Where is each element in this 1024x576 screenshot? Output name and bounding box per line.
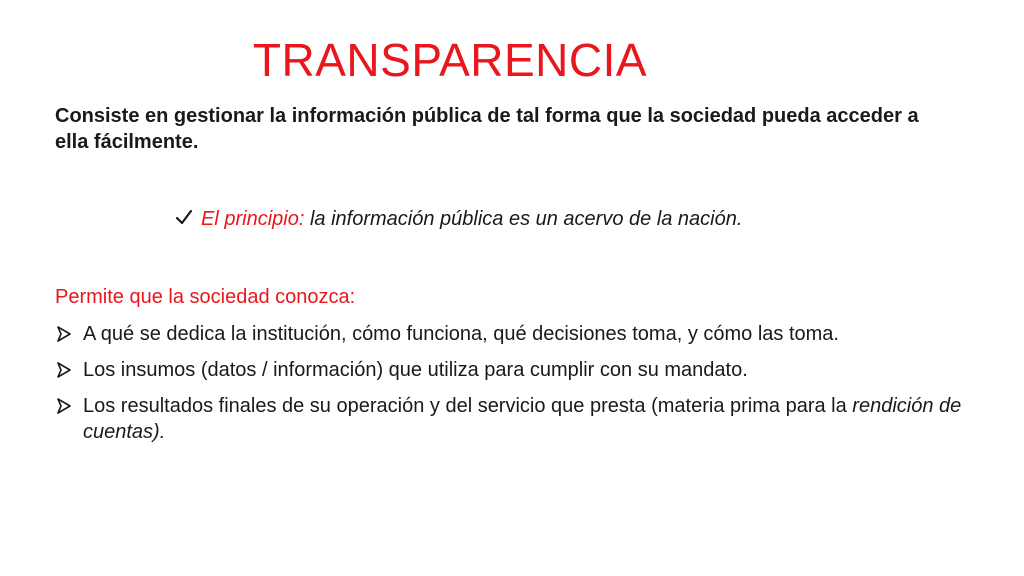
bullet-text-italic: rendición de cuentas). bbox=[83, 395, 962, 443]
principle-text: la información pública es un acervo de la nación. bbox=[304, 208, 743, 230]
bullet-text: Los insumos (datos / información) que utiliza para cumplir con su mandato. bbox=[83, 359, 748, 381]
principle-label: El principio: bbox=[201, 208, 305, 230]
bullet-text bbox=[83, 393, 965, 445]
slide-title: TRANSPARENCIA bbox=[252, 34, 648, 86]
list-item bbox=[55, 321, 965, 347]
bullet-list bbox=[55, 321, 965, 455]
arrow-bullet-icon bbox=[55, 357, 83, 383]
principle-line bbox=[175, 206, 975, 232]
bullet-text: A qué se dedica la institución, cómo funciona, qué decisiones toma, y cómo las toma. bbox=[83, 323, 839, 345]
list-item bbox=[55, 357, 965, 383]
arrow-bullet-icon bbox=[55, 393, 83, 419]
list-item bbox=[55, 393, 965, 445]
arrow-bullet-icon bbox=[55, 321, 83, 347]
permits-heading: Permite que la sociedad conozca: bbox=[55, 286, 356, 308]
check-icon bbox=[175, 206, 201, 232]
intro-text: Consiste en gestionar la información pública de tal forma que la sociedad pueda acceder a ella fácilmente. bbox=[55, 105, 919, 153]
bullet-text-before: Los resultados finales de su operación y del servicio que presta (materia prima para la bbox=[83, 395, 853, 417]
